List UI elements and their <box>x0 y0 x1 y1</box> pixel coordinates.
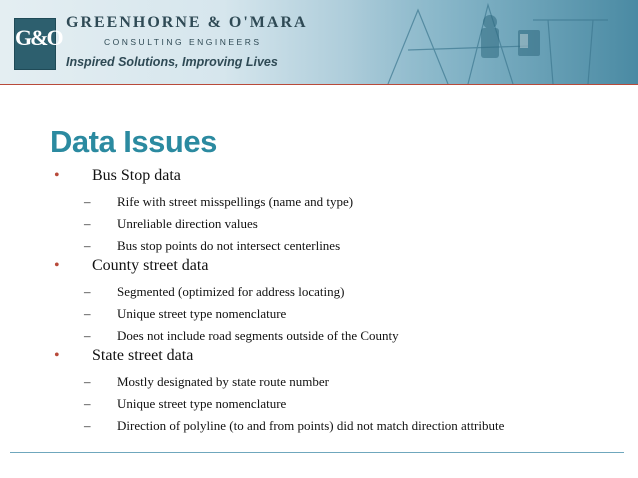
list-item: Bus stop points do not intersect centerlines <box>117 238 341 253</box>
bullet-marker: • <box>54 257 60 274</box>
list-item: Mostly designated by state route number <box>117 374 329 389</box>
section-heading: Bus Stop data <box>92 167 181 184</box>
header-banner <box>0 0 638 84</box>
sub-bullet-dash: – <box>84 328 91 343</box>
list-item: Unique street type nomenclature <box>117 306 287 321</box>
header-photo-image <box>348 0 638 84</box>
slide-title: Data Issues <box>50 124 217 159</box>
sub-bullet-dash: – <box>84 284 91 299</box>
list-item: Does not include road segments outside of the County <box>117 328 399 343</box>
list-item: Unreliable direction values <box>117 216 258 231</box>
bullet-marker: • <box>54 347 60 364</box>
bullet-marker: • <box>54 167 60 184</box>
sub-bullet-dash: – <box>84 216 91 231</box>
sub-bullet-dash: – <box>84 374 91 389</box>
company-logo <box>14 18 62 70</box>
section-heading: State street data <box>92 347 194 364</box>
company-subtitle: CONSULTING ENGINEERS <box>104 37 262 47</box>
sub-bullet-dash: – <box>84 418 91 433</box>
logo-lettering: G&O <box>15 25 62 50</box>
list-item: Rife with street misspellings (name and type) <box>117 194 354 209</box>
sub-bullet-dash: – <box>84 238 91 253</box>
section-heading: County street data <box>92 257 209 274</box>
sub-bullet-dash: – <box>84 396 91 411</box>
company-name: GREENHORNE & O'MARA <box>66 14 308 31</box>
sub-bullet-dash: – <box>84 306 91 321</box>
list-item: Direction of polyline (to and from points) did not match direction attribute <box>117 418 505 433</box>
footer-divider <box>10 452 624 453</box>
company-tagline: Inspired Solutions, Improving Lives <box>66 55 278 69</box>
list-item: Unique street type nomenclature <box>117 396 287 411</box>
sub-bullet-dash: – <box>84 194 91 209</box>
list-item: Segmented (optimized for address locating) <box>117 284 345 299</box>
header-divider <box>0 84 638 85</box>
